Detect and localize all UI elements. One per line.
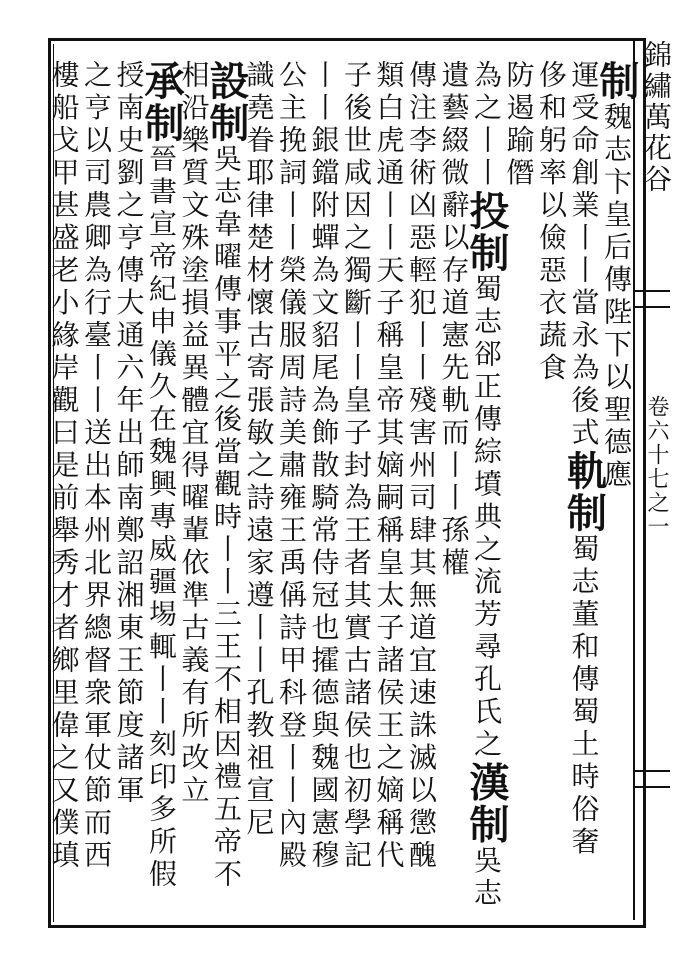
text-column [307,60,340,920]
text-column [405,60,438,920]
text-run: 相沿樂質文殊塗損益異體宜得曜輩依準古義有所改立 [177,60,211,808]
text-run: 吳志 [470,845,503,911]
text-run: 遺藝綴微辭以存道憲先軌而丨丨 [437,60,471,515]
text-run: 蜀志郤正傳綜墳典之流芳尋孔氏之 [470,274,503,762]
text-column [372,60,405,920]
text-run: 識堯眷耶律楚材懷古寄張敏之詩遠家遵丨丨孔教祖宣尼 [242,60,276,840]
volume-label: 卷六十七之一 [644,395,669,539]
text-run: 晉書宣帝紀申儀久在魏興專威疆埸輒丨丨刻印多所假 [145,144,178,892]
text-run: 防遏踰僭 [502,60,536,190]
book-title: 錦繡萬花谷 [640,40,673,195]
text-column [560,60,608,920]
text-column [138,60,185,920]
text-run: 魏志卞皇后傳陛下以聖德應 [600,102,633,492]
text-column [112,60,145,920]
text-column [275,60,308,920]
text-run: 子後世咸因之獨斷丨丨皇子封為王者其實古諸侯也初學記 [340,60,373,873]
headword: 軌制 [560,450,608,534]
text-column [535,60,568,920]
text-run: 蜀志董和傳蜀土時俗奢 [567,534,601,859]
text-column [177,60,210,920]
text-column [437,60,470,920]
text-run: 運受命創業丨丨當永為後式 [567,60,601,450]
text-run: 類白虎通丨丨天子稱皇帝其嫡嗣稱皇太子諸侯王之嫡稱代 [372,60,406,873]
headword: 漢制 [463,761,510,846]
headword: 承制 [138,60,185,144]
text-column [463,60,510,920]
headword: 制 [593,60,640,102]
text-run: 傳注李術凶惡輕犯丨丨殘害州司肆其無道宜速誅滅以懲醜 [405,60,438,873]
fish-tail-mark-top [634,290,670,308]
text-run: 孫權 [437,515,471,580]
text-run: 丨丨銀鐺附蟬為文貂尾為飾散騎常侍冠也攉德與魏國憲穆 [307,60,341,873]
text-run: 為之丨丨 [470,60,503,190]
text-run: 之亨以司農卿為行臺丨丨送出本州北界總督衆軍仗節而西 [80,60,113,873]
text-column [47,60,80,920]
text-run: 公主挽詞丨丨榮儀服周詩美肅雍王禹偁詩甲科登丨丨內殿 [275,60,308,873]
text-run: 授南史劉之亨傳大通六年出師南鄭詔湘東王節度諸軍 [112,60,146,808]
text-column [203,60,250,920]
text-column [242,60,275,920]
text-column [340,60,373,920]
fish-tail-mark-bottom [634,770,670,788]
headword: 投制 [463,190,510,274]
text-run: 侈和躬率以儉惡衣蔬食 [535,60,568,385]
text-run: 吳志韋曜傳事平之後當觀時丨丨三王不相因禮五帝不 [210,144,243,892]
text-run: 樓船戈甲甚盛老小緣岸觀曰是前舉秀才者鄉里偉之又僕瑱 [47,60,81,873]
text-column [80,60,113,920]
headword: 設制 [203,60,250,144]
